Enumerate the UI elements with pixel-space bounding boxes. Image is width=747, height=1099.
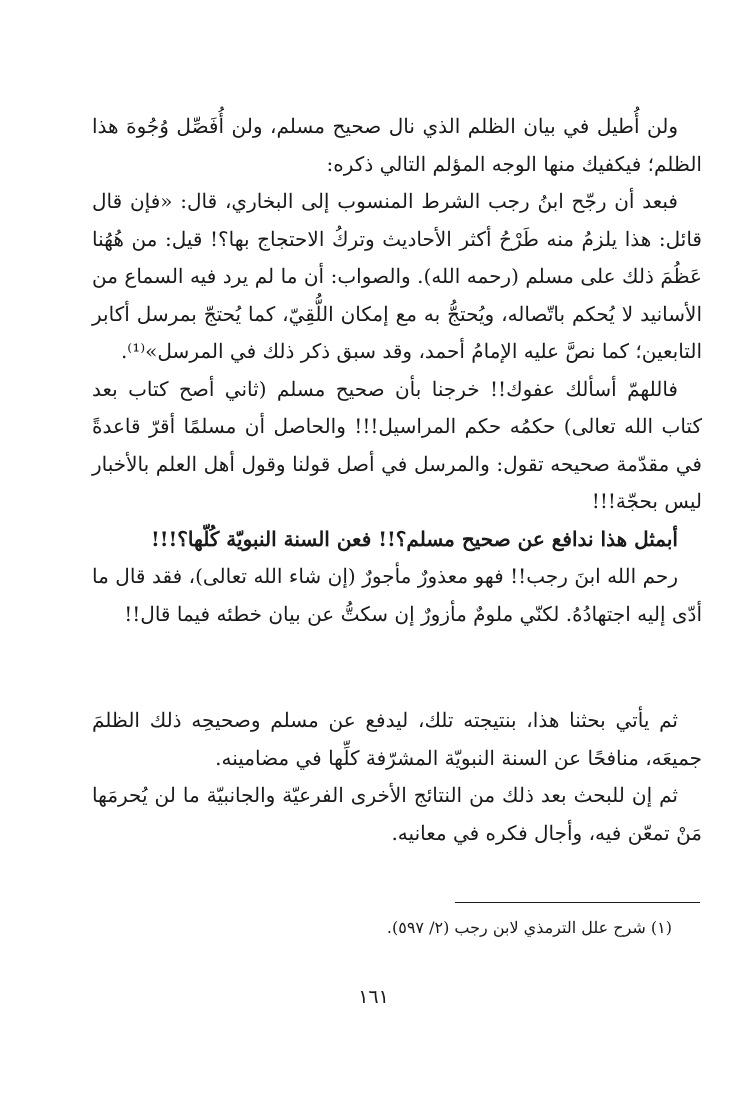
paragraph: ثم يأتي بحثنا هذا، بنتيجته تلك، ليدفع عن مسلم وصحيحِه ذلك الظلمَ جميعَه، منافحًا عن السنة النبويّة المشرّفة كلِّها في مضامينه. [92, 708, 702, 770]
paragraph: فاللهمّ أسألك عفوك!! خرجنا بأن صحيح مسلم (ثاني أصح كتاب بعد كتاب الله تعالى) حكمُه حكم المراسيل!!! والحاصل أن مسلمًا أقرّ قاعدةً في مقدّمة صحيحه تقول: والمرسل في أصل قولنا وقول أهل العلم بالأخبار ليس بحجّة!!! [92, 376, 702, 513]
page-number: ١٦١ [358, 986, 389, 1008]
paragraph: فبعد أن رجّح ابنُ رجب الشرط المنسوب إلى البخاري، قال: «فإن قال قائل: هذا يلزمُ منه طَرْحُ أكثر الأحاديث وتركُ الاحتجاج بها؟! قيل: من هُهُنا عَظُمَ ذلك على مسلم (رحمه الله). والصواب: أن ما لم يرد فيه السماع من الأسانيد لا يُحكم باتّصاله، ويُحتجُّ به مع إمكان اللُّقِيّ، كما يُحتجّ بمرسل أكابر التابعين؛ كما نصَّ عليه الإمامُ أحمد، وقد سبق ذكر ذلك في المرسل»⁽¹⁾. [92, 189, 702, 363]
paragraph: أبمثل هذا ندافع عن صحيح مسلم؟!! فعن السنة النبويّة كُلّها؟!!! [150, 526, 678, 551]
footnote: (١) شرح علل الترمذي لابن رجب (٢/ ٥٩٧). [386, 918, 672, 937]
paragraph: ولن أُطيل في بيان الظلم الذي نال صحيح مسلم، ولن أُفَصِّل وُجُوهَ هذا الظلم؛ فيكفيك منها الوجه المؤلم التالي ذكره: [92, 114, 702, 176]
main-text-block [92, 108, 702, 633]
footnote-separator [455, 902, 700, 903]
paragraph: رحم الله ابنَ رجب!! فهو معذورٌ مأجورٌ (إن شاء الله تعالى)، فقد قال ما أدّى إليه اجتهادُهُ. لكنّي ملومٌ مأزورٌ إن سكتُّ عن بيان خطئه فيما قال!! [92, 564, 702, 626]
conclusion-text-block [92, 702, 702, 852]
paragraph: ثم إن للبحث بعد ذلك من النتائج الأخرى الفرعيّة والجانبيّة ما لن يُحرمَها مَنْ تمعّن فيه، وأجال فكره في معانيه. [92, 783, 702, 845]
